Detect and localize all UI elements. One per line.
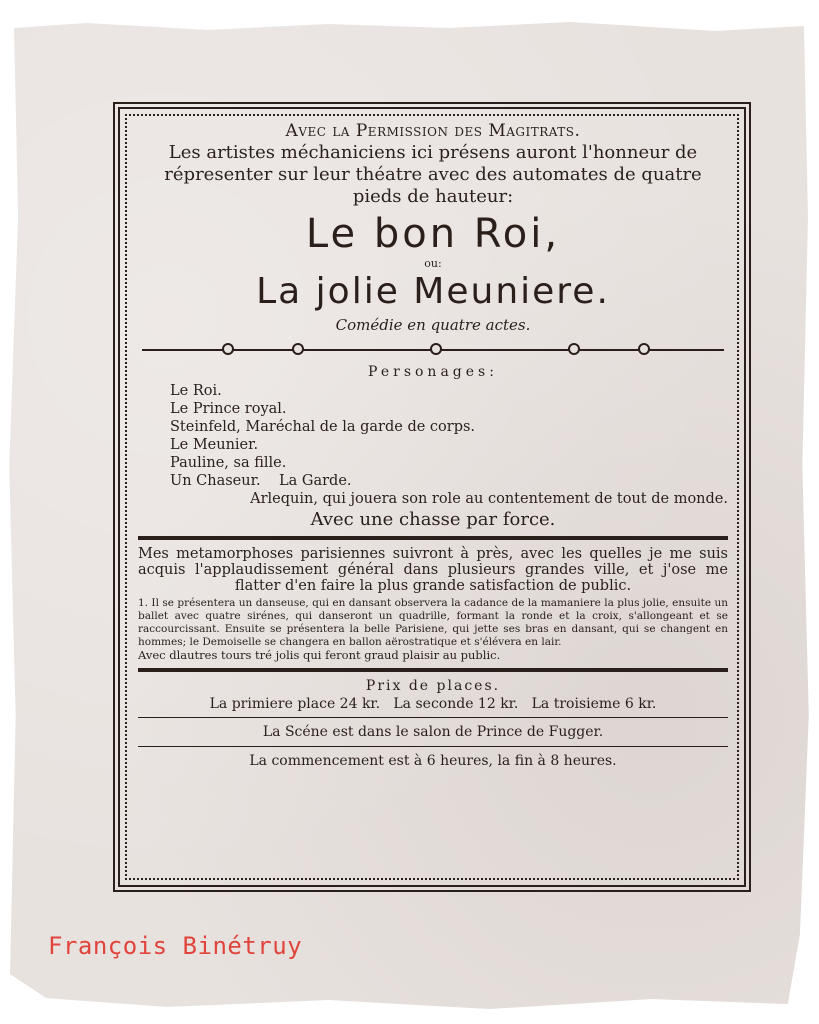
section-rule: [138, 717, 728, 718]
personage-item: Un Chaseur. La Garde.: [170, 473, 352, 489]
metamorphoses-paragraph: Mes metamorphoses parisiennes suivront à près, avec les quelles je me suis acquis l'applaudissement général dans plusieurs grandes ville, et j'ose me flatter d'en faire la plus grande satisfaction de public.: [138, 546, 728, 594]
playbill-content: [138, 120, 728, 771]
watermark-credit: François Binétruy: [48, 932, 303, 960]
closing-line: Avec dlautres tours tré jolis qui feront graud plaisir au public.: [138, 648, 501, 662]
personage-item: Le Meunier.: [170, 437, 259, 453]
section-rule: [138, 668, 728, 672]
ou-label: ou:: [424, 257, 442, 270]
personages-heading: Personages:: [368, 364, 498, 380]
ornament-divider: [142, 342, 724, 358]
chasse-line: Avec une chasse par force.: [310, 509, 556, 530]
scene-line: La Scéne est dans le salon de Prince de Fugger.: [262, 724, 604, 740]
comedie-subtitle: Comédie en quatre actes.: [335, 316, 531, 334]
prix-line: La primiere place 24 kr. La seconde 12 kr. La troisieme 6 kr.: [209, 696, 657, 712]
personage-item: Le Prince royal.: [170, 401, 287, 417]
intro-paragraph: Les artistes méchaniciens ici présens auront l'honneur de répresenter sur leur théatre avec des automates de quatre pieds de hauteur:: [164, 142, 702, 207]
second-title: La jolie Meuniere.: [256, 271, 610, 312]
personage-item: Pauline, sa fille.: [170, 455, 287, 471]
main-title: Le bon Roi,: [305, 211, 561, 257]
permission-line: Avec la Permission des Magitrats.: [285, 121, 581, 141]
personage-item: Le Roi.: [170, 383, 222, 399]
section-rule: [138, 746, 728, 747]
section-rule: [138, 536, 728, 540]
personages-list: [170, 382, 728, 508]
prix-heading: Prix de places.: [365, 678, 501, 694]
metamorphoses-note: 1. Il se présentera un danseuse, qui en dansant observera la cadance de la mamaniere la plus jolie, ensuite un ballet avec quatre sirénes, qui danseront un quadrille, formant la ronde et la croix, s'allongeant et se raccourcissant. Ensuite se présentera la belle Parisiene, qui jette ses bras en dansant, qui se changent en hommes; le Demoiselle se changera en ballon aërostratique et s'élévera en lair.: [138, 597, 728, 648]
personage-item: Arlequin, qui jouera son role au contentement de tout de monde.: [250, 491, 728, 507]
personage-item: Steinfeld, Maréchal de la garde de corps.: [170, 419, 476, 435]
horaire-line: La commencement est à 6 heures, la fin à 8 heures.: [249, 753, 617, 769]
